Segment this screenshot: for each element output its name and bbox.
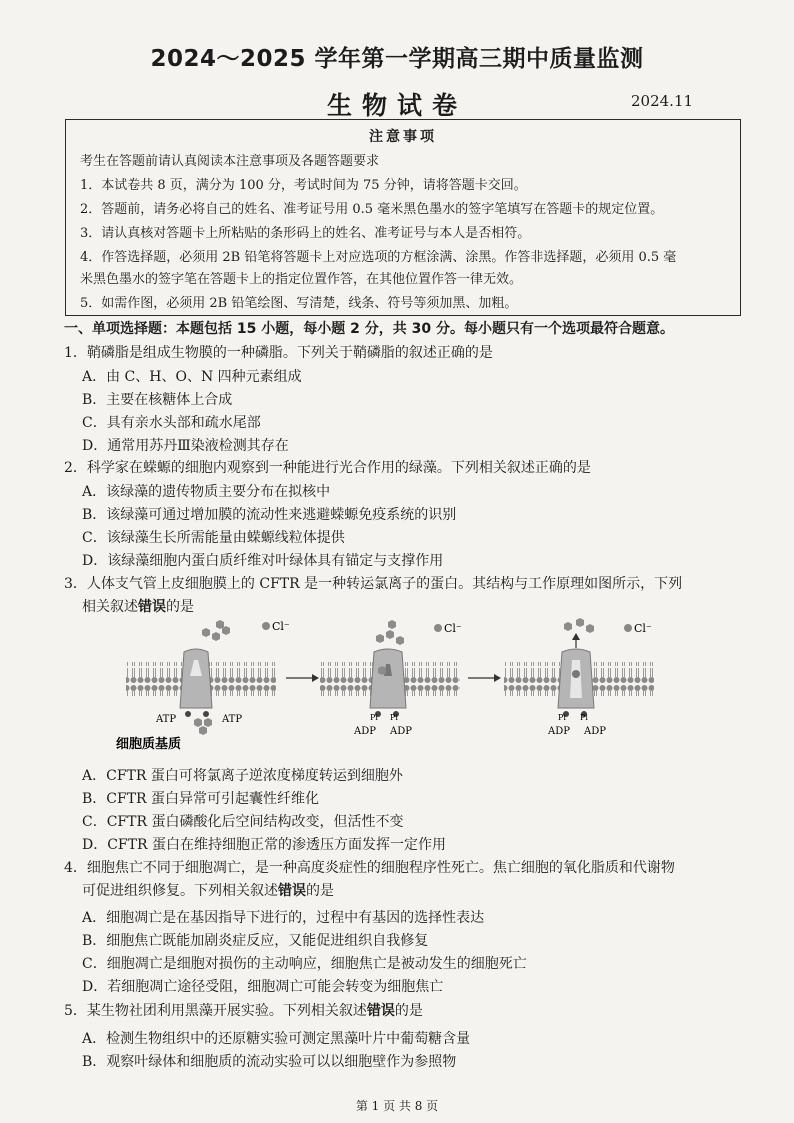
question-1-option-a: A．由 C、H、O、N 四种元素组成 xyxy=(82,369,302,385)
question-4-stem: 4．细胞焦亡不同于细胞凋亡，是一种高度炎症性的细胞程序性死亡。焦亡细胞的氧化脂质和代谢物 xyxy=(64,860,675,876)
atp-label: ATP xyxy=(156,714,177,725)
exam-title: 2024～2025 学年第一学期高三期中质量监测 xyxy=(150,46,644,72)
exam-date: 2024.11 xyxy=(631,92,694,110)
question-2-option-a: A．该绿藻的遗传物质主要分布在拟核中 xyxy=(82,484,331,500)
stem-text: 5．某生物社团利用黑藻开展实验。下列相关叙述 xyxy=(64,1003,367,1019)
chloride-label: Cl⁻ xyxy=(444,622,462,635)
question-3-stem-cont xyxy=(82,596,194,616)
stem-text: 的是 xyxy=(166,599,194,615)
stem-text: 可促进组织修复。下列相关叙述 xyxy=(82,883,278,899)
question-4-stem-cont xyxy=(82,880,334,900)
question-3-option-b: B．CFTR 蛋白异常可引起囊性纤维化 xyxy=(82,791,320,807)
pi-label: Pi xyxy=(390,713,398,722)
question-2-stem: 2．科学家在蝾螈的细胞内观察到一种能进行光合作用的绿藻。下列相关叙述正确的是 xyxy=(64,460,591,476)
question-5-option-a: A．检测生物组织中的还原糖实验可测定黑藻叶片中葡萄糖含量 xyxy=(82,1031,471,1047)
cytoplasm-matrix-label: 细胞质基质 xyxy=(116,737,182,752)
question-2-option-b: B．该绿藻可通过增加膜的流动性来逃避蝾螈免疫系统的识别 xyxy=(82,507,457,523)
adp-label: ADP xyxy=(354,726,376,737)
stem-text: 的是 xyxy=(394,1003,423,1019)
adp-label: ADP xyxy=(390,726,412,737)
question-4-option-a: A．细胞凋亡是在基因指导下进行的，过程中有基因的选择性表达 xyxy=(82,910,485,926)
notice-line: 1．本试卷共 8 页，满分为 100 分，考试时间为 75 分钟，请将答题卡交回。 xyxy=(80,178,527,193)
question-1-option-d: D．通常用苏丹Ⅲ染液检测其存在 xyxy=(82,438,289,454)
question-1-option-b: B．主要在核糖体上合成 xyxy=(82,392,233,408)
arrow-right-icon xyxy=(286,674,319,682)
pi-label: Pi xyxy=(558,713,566,722)
section-heading: 一、单项选择题：本题包括 15 小题，每小题 2 分，共 30 分。每小题只有一个选项最符合题意。 xyxy=(64,321,674,337)
question-2-option-d: D．该绿藻细胞内蛋白质纤维对叶绿体具有锚定与支撑作用 xyxy=(82,553,444,569)
question-2-option-c: C．该绿藻生长所需能量由蝾螈线粒体提供 xyxy=(82,530,345,546)
question-4-option-c: C．细胞凋亡是细胞对损伤的主动响应，细胞焦亡是被动发生的细胞死亡 xyxy=(82,956,527,972)
notice-line: 考生在答题前请认真阅读本注意事项及各题答题要求 xyxy=(80,154,380,169)
stem-text: 相关叙述 xyxy=(82,599,138,615)
notice-line: 2．答题前，请务必将自己的姓名、准考证号用 0.5 毫米黑色墨水的签字笔填写在答题卡的规定位置。 xyxy=(80,202,664,217)
cftr-diagram xyxy=(116,616,676,776)
emphasis-word: 错误 xyxy=(366,1003,395,1019)
question-3-option-a: A．CFTR 蛋白可将氯离子逆浓度梯度转运到细胞外 xyxy=(82,768,403,784)
membrane-panel-1 xyxy=(126,620,276,735)
chloride-label: Cl⁻ xyxy=(272,620,290,633)
question-1-option-c: C．具有亲水头部和疏水尾部 xyxy=(82,415,261,431)
notice-box xyxy=(65,119,741,316)
atp-label: ATP xyxy=(222,714,243,725)
page-footer: 第 1 页 共 8 页 xyxy=(355,1099,439,1113)
membrane-panel-2 xyxy=(320,620,460,717)
question-4-option-b: B．细胞焦亡既能加剧炎症反应，又能促进组织自我修复 xyxy=(82,933,429,949)
arrow-right-icon xyxy=(468,674,501,682)
emphasis-word: 错误 xyxy=(278,883,306,899)
notice-line: 3．请认真核对答题卡上所粘贴的条形码上的姓名、准考证号与本人是否相符。 xyxy=(80,226,531,241)
notice-line: 米黑色墨水的签字笔在答题卡上的指定位置作答，在其他位置作答一律无效。 xyxy=(80,272,523,287)
membrane-panel-3 xyxy=(504,618,654,717)
pi-label: Pi xyxy=(580,713,588,722)
question-1-stem: 1．鞘磷脂是组成生物膜的一种磷脂。下列关于鞘磷脂的叙述正确的是 xyxy=(64,345,493,361)
exam-subject: 生物试卷 xyxy=(326,91,467,120)
question-5-option-b: B．观察叶绿体和细胞质的流动实验可以以细胞壁作为参照物 xyxy=(82,1054,457,1070)
question-3-option-c: C．CFTR 蛋白磷酸化后空间结构改变，但活性不变 xyxy=(82,814,404,830)
notice-title: 注意事项 xyxy=(369,129,437,145)
chloride-label: Cl⁻ xyxy=(634,622,652,635)
question-5-stem xyxy=(64,1000,423,1020)
notice-line: 5．如需作图，必须用 2B 铅笔绘图、写清楚，线条、符号等须加黑、加粗。 xyxy=(80,296,518,311)
question-4-option-d: D．若细胞凋亡途径受阻，细胞凋亡可能会转变为细胞焦亡 xyxy=(82,979,444,995)
emphasis-word: 错误 xyxy=(138,599,166,615)
question-3-option-d: D．CFTR 蛋白在维持细胞正常的渗透压方面发挥一定作用 xyxy=(82,837,446,853)
adp-label: ADP xyxy=(584,726,606,737)
adp-label: ADP xyxy=(548,726,570,737)
notice-line: 4．作答选择题，必须用 2B 铅笔将答题卡上对应选项的方框涂满、涂黑。作答非选择题，必须用 0.5 毫 xyxy=(80,250,677,265)
pi-label: Pi xyxy=(370,713,378,722)
question-3-stem: 3．人体支气管上皮细胞膜上的 CFTR 是一种转运氯离子的蛋白。其结构与工作原理如图所示，下列 xyxy=(64,576,683,592)
stem-text: 的是 xyxy=(306,883,334,899)
